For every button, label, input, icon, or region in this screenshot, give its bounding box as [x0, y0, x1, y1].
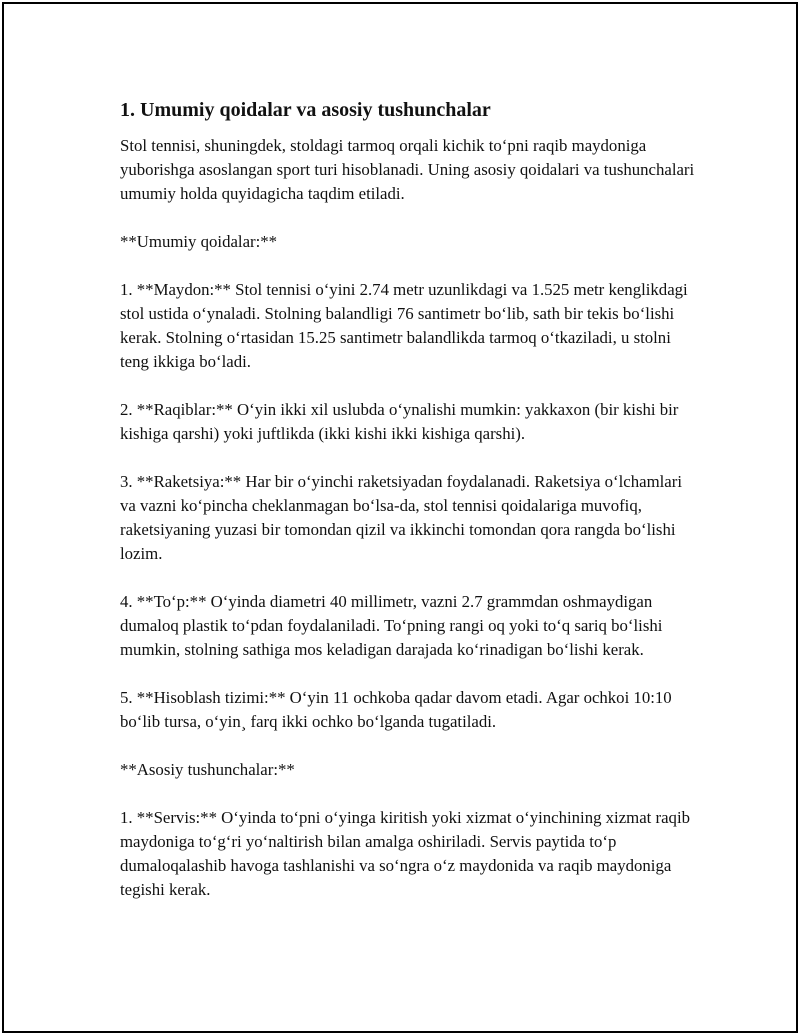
general-rules-heading: **Umumiy qoidalar:** — [120, 232, 278, 251]
page-frame — [2, 2, 798, 1033]
rule-opponents-paragraph: 2. **Raqiblar:** O‘yin ikki xil uslubda o‘ynalishi mumkin: yakkaxon (bir kishi bir kishiga qarshi) yoki juftlikda (ikki kishi ikki kishiga qarshi). — [120, 400, 679, 443]
concept-serve-paragraph: 1. **Servis:** O‘yinda to‘pni o‘yinga kiritish yoki xizmat o‘yinchining xizmat raqib maydoniga to‘g‘ri yo‘naltirish bilan amalga oshiriladi. Servis paytida to‘p dumaloqalashib havoga tashlanishi va so‘ngra o‘z maydonida va raqib maydoniga tegishi kerak. — [120, 808, 691, 899]
basic-concepts-heading: **Asosiy tushunchalar:** — [120, 760, 295, 779]
rule-racket-paragraph: 3. **Raketsiya:** Har bir o‘yinchi raketsiyadan foydalanadi. Raketsiya o‘lchamlari va vazni ko‘pincha cheklanmagan bo‘lsa-da, stol tennisi qoidalariga muvofiq, raketsiyaning yuzasi bir tomondan qizil va ikkinchi tomondan qora rangda bo‘lishi lozim. — [120, 472, 682, 563]
intro-paragraph: Stol tennisi, shuningdek, stoldagi tarmoq orqali kichik to‘pni raqib maydoniga yuborishga asoslangan sport turi hisoblanadi. Uning asosiy qoidalari va tushunchalari umumiy holda quyidagicha taqdim etiladi. — [120, 136, 695, 203]
rule-ball-paragraph: 4. **To‘p:** O‘yinda diametri 40 millimetr, vazni 2.7 grammdan oshmaydigan dumaloq plastik to‘pdan foydalaniladi. To‘pning rangi oq yoki to‘q sariq bo‘lishi mumkin, stolning sathiga mos keladigan darajada ko‘rinadigan bo‘lishi kerak. — [120, 592, 663, 659]
rule-scoring-paragraph: 5. **Hisoblash tizimi:** O‘yin 11 ochkoba qadar davom etadi. Agar ochkoi 10:10 bo‘lib tursa, o‘yin¸ farq ikki ochko bo‘lganda tugatiladi. — [120, 688, 672, 731]
document-title: 1. Umumiy qoidalar va asosiy tushunchalar — [120, 99, 491, 121]
document-body — [120, 96, 700, 926]
rule-field-paragraph: 1. **Maydon:** Stol tennisi o‘yini 2.74 metr uzunlikdagi va 1.525 metr kenglikdagi stol ustida o‘ynaladi. Stolning balandligi 76 santimetr bo‘lib, sath bir tekis bo‘lishi kerak. Stolning o‘rtasidan 15.25 santimetr balandlikda tarmoq o‘tkaziladi, u stolni teng ikkiga bo‘ladi. — [120, 280, 688, 371]
